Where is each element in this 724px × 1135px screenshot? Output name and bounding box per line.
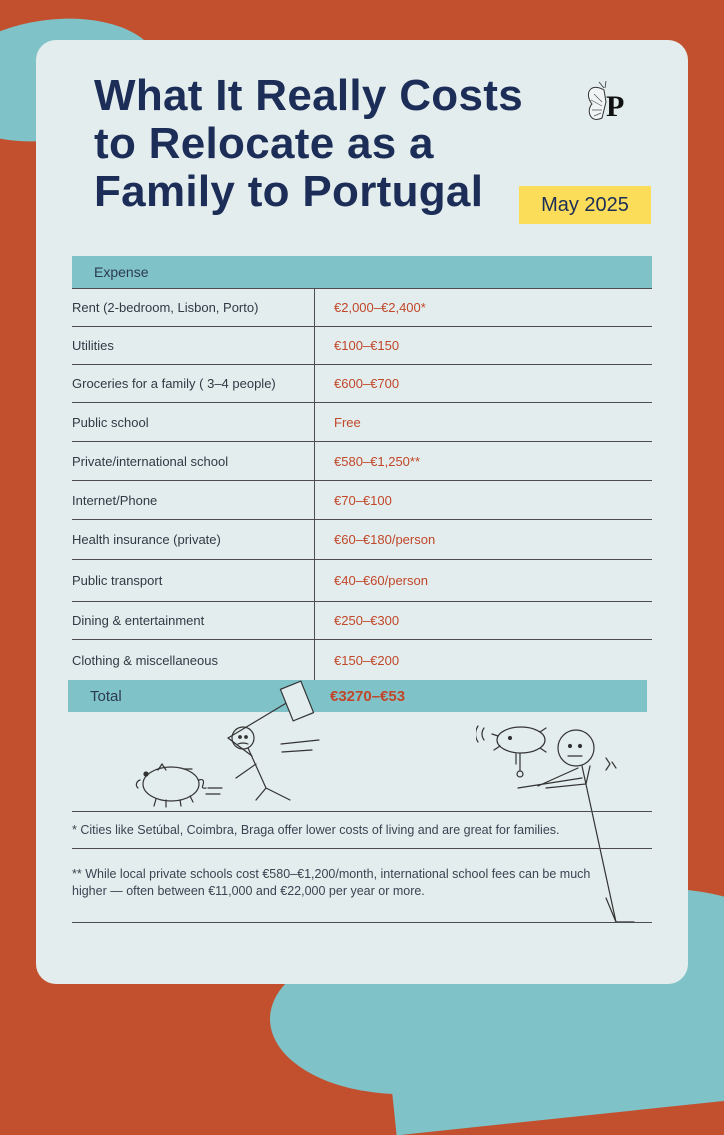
footnote-cities: * Cities like Setúbal, Coimbra, Braga offer lower costs of living and are great for families.: [72, 823, 560, 837]
row-value: €2,000–€2,400*: [334, 300, 426, 315]
row-value: €70–€100: [334, 492, 392, 508]
table-row: [72, 365, 652, 403]
total-label: Total: [90, 687, 122, 705]
row-label: Clothing & miscellaneous: [72, 652, 218, 668]
table-row: [72, 520, 652, 560]
row-value: €40–€60/person: [334, 573, 428, 588]
logo-letter: P: [606, 90, 625, 123]
table-row: [72, 640, 652, 680]
row-value: €100–€150: [334, 338, 400, 353]
table-column-divider: [314, 288, 315, 680]
table-row: [72, 403, 652, 442]
row-label: Rent (2-bedroom, Lisbon, Porto): [72, 300, 259, 315]
table-row: [72, 289, 652, 327]
row-label: Internet/Phone: [72, 492, 158, 508]
table-header-expense: Expense: [94, 264, 149, 280]
table-row: [72, 602, 652, 640]
date-badge: May 2025: [519, 186, 651, 224]
row-label: Private/international school: [72, 453, 229, 469]
footnote-schools: ** While local private schools cost €580–€1,200/month, international school fees can be much higher — often between €11,000 and €22,000 per year or more.: [72, 867, 591, 898]
total-value: €3270–€53: [330, 687, 406, 705]
row-value: €150–€200: [334, 652, 400, 668]
row-label: Public school: [72, 414, 149, 430]
row-value: €250–€300: [334, 613, 400, 628]
notes-divider: [72, 811, 652, 812]
row-label: Health insurance (private): [72, 532, 221, 547]
row-value: €600–€700: [334, 376, 400, 391]
page-title: What It Really Costs to Relocate as a Family to Portugal: [94, 71, 523, 216]
row-label: Utilities: [72, 338, 114, 353]
row-value: €60–€180/person: [334, 532, 436, 547]
info-card: [36, 40, 688, 984]
table-row: [72, 327, 652, 365]
notes-divider: [72, 848, 652, 849]
row-value: €580–€1,250**: [334, 453, 421, 469]
row-value: Free: [334, 414, 361, 430]
row-label: Dining & entertainment: [72, 613, 205, 628]
stick-figure-chasing-piggy-bank-illustration: [96, 680, 346, 810]
row-label: Public transport: [72, 573, 163, 588]
butterfly-logo-icon: [582, 80, 634, 132]
table-row: [72, 560, 652, 602]
notes-divider: [72, 922, 652, 923]
table-row: [72, 442, 652, 481]
table-row: [72, 481, 652, 520]
row-label: Groceries for a family ( 3–4 people): [72, 376, 276, 391]
table-header: [72, 256, 652, 288]
